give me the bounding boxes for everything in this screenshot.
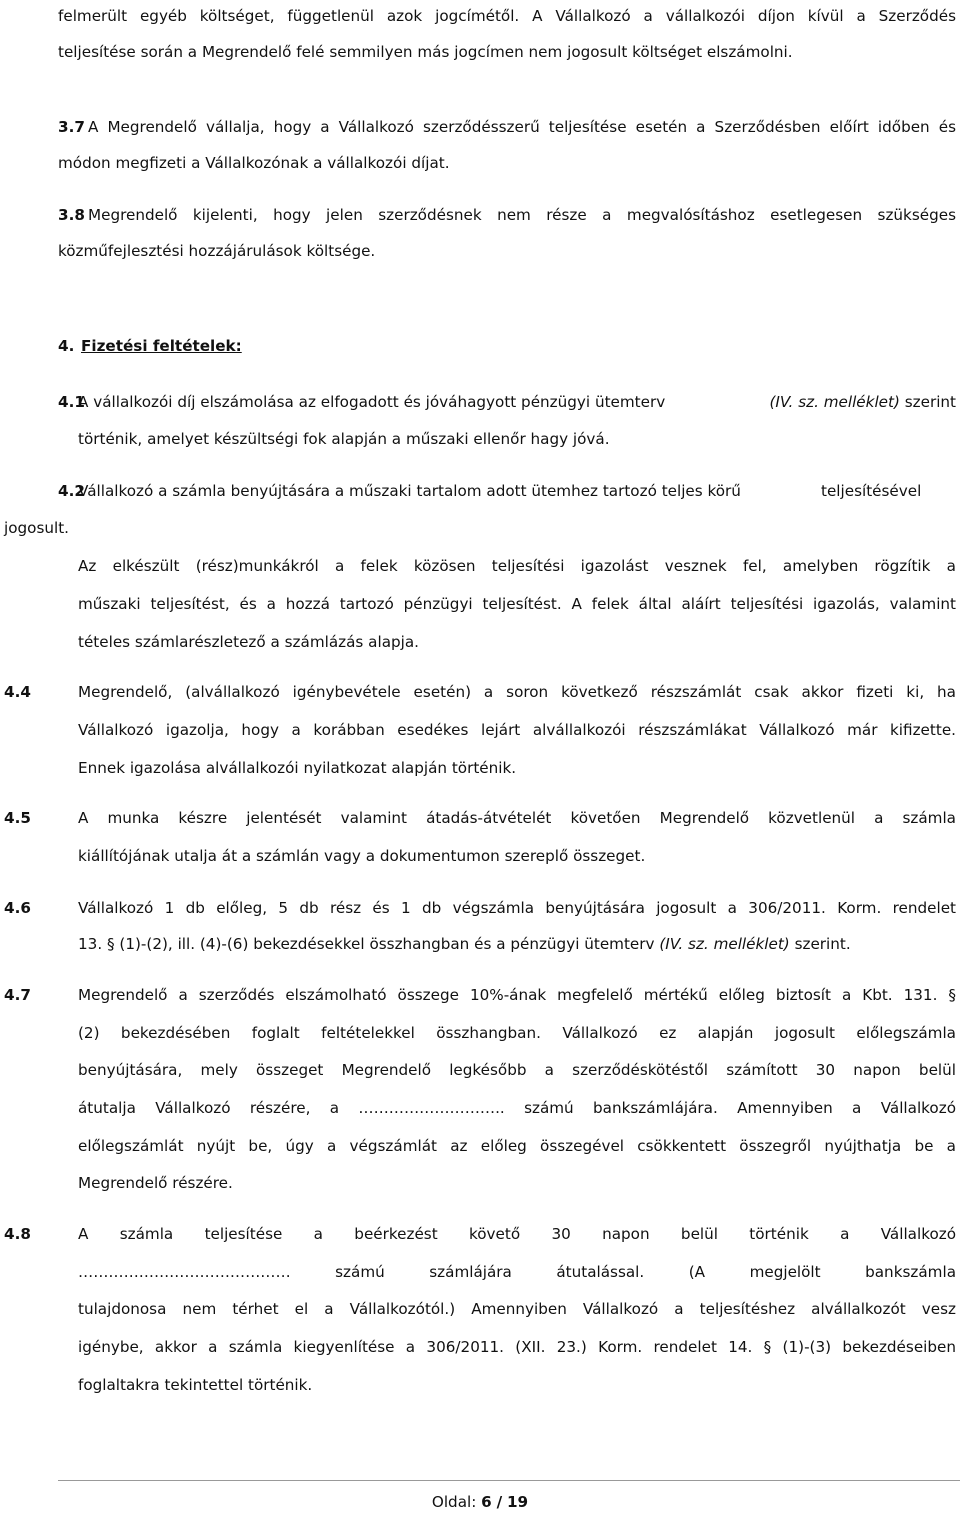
clause-line: tulajdonosa nem térhet el a Vállalkozótól.) Amennyiben Vállalkozó a teljesítéshez alvállalkozót vesz	[78, 1300, 956, 1318]
clause-line	[78, 392, 956, 412]
clause-number: 4.5	[4, 809, 31, 827]
clause-line: …………………………………… számú számlájára átutalással. (A megjelölt bankszámla	[78, 1263, 956, 1281]
footer-label: Oldal:	[431, 1493, 477, 1511]
section-title: Fizetési feltételek:	[81, 337, 242, 355]
clause-line: kiállítójának utalja át a számlán vagy a dokumentumon szereplő összeget.	[78, 847, 646, 865]
clause-line: előlegszámlát nyújt be, úgy a végszámlát az előleg összegével csökkentett összegről nyújthatja be a	[78, 1137, 956, 1155]
clause-number: 3.8	[58, 206, 85, 224]
clause-line-end: teljesítésével	[821, 482, 922, 500]
clause-text: szerint	[904, 393, 956, 411]
clause-line: A munka készre jelentését valamint átadás-átvételét követően Megrendelő közvetlenül a számla	[78, 809, 956, 827]
clause-number: 4.8	[4, 1225, 31, 1243]
clause-line: tételes számlarészletező a számlázás alapja.	[78, 633, 419, 651]
clause-line: (2) bekezdésében foglalt feltételekkel összhangban. Vállalkozó ez alapján jogosult előlegszámla	[78, 1024, 956, 1042]
clause-number: 4.6	[4, 899, 31, 917]
clause-text: 13. § (1)-(2), ill. (4)-(6) bekezdésekkel összhangban és a pénzügyi ütemterv	[78, 935, 655, 953]
clause-line: igénybe, akkor a számla kiegyenlítése a 306/2011. (XII. 23.) Korm. rendelet 14. § (1)-(3) bekezdéseiben	[78, 1338, 956, 1356]
page-footer	[0, 1492, 960, 1512]
clause-line: Megrendelő kijelenti, hogy jelen szerződésnek nem része a megvalósításhoz esetlegesen szükséges	[88, 206, 956, 224]
clause-text: szerint.	[794, 935, 851, 953]
page-separator: /	[496, 1493, 503, 1511]
clause-line: A számla teljesítése a beérkezést követő 30 napon belül történik a Vállalkozó	[78, 1225, 956, 1243]
clause-text: A vállalkozói díj elszámolása az elfogadott és jóváhagyott pénzügyi ütemterv	[78, 393, 666, 411]
clause-line: átutalja Vállalkozó részére, a ……………………….. számú bankszámlájára. Amennyiben a Vállalkozó	[78, 1099, 956, 1117]
clause-number: 4.2	[58, 482, 85, 500]
footer-divider	[58, 1480, 960, 1481]
clause-line: Az elkészült (rész)munkákról a felek közösen teljesítési igazolást vesznek fel, amelyben rögzítik a	[78, 557, 956, 575]
annex-reference: (IV. sz. melléklet)	[769, 393, 900, 411]
clause-line: Megrendelő részére.	[78, 1174, 233, 1192]
paragraph-line: teljesítése során a Megrendelő felé semmilyen más jogcímen nem jogosult költséget elszámolni.	[58, 43, 793, 61]
section-number: 4.	[58, 337, 75, 355]
clause-number: 3.7	[58, 118, 85, 136]
clause-line: Megrendelő, (alvállalkozó igénybevétele esetén) a soron következő részszámlát csak akkor fizeti ki, ha	[78, 683, 956, 701]
clause-line: Ennek igazolása alvállalkozói nyilatkozat alapján történik.	[78, 759, 517, 777]
annex-reference: (IV. sz. melléklet)	[659, 935, 790, 953]
clause-line: Vállalkozó a számla benyújtására a műszaki tartalom adott ütemhez tartozó teljes körű	[78, 482, 741, 500]
clause-line: benyújtására, mely összeget Megrendelő legkésőbb a szerződéskötéstől számított 30 napon belül	[78, 1061, 956, 1079]
clause-line: közműfejlesztési hozzájárulások költsége.	[58, 242, 376, 260]
clause-line: A Megrendelő vállalja, hogy a Vállalkozó szerződésszerű teljesítése esetén a Szerződésben előírt időben és	[88, 118, 956, 136]
clause-line: módon megfizeti a Vállalkozónak a vállalkozói díjat.	[58, 154, 450, 172]
section-heading	[58, 336, 242, 356]
clause-line: történik, amelyet készültségi fok alapján a műszaki ellenőr hagy jóvá.	[78, 430, 610, 448]
clause-line: műszaki teljesítést, és a hozzá tartozó pénzügyi teljesítést. A felek által aláírt teljesítési igazolás, valamint	[78, 595, 956, 613]
page-total: 19	[506, 1493, 529, 1511]
paragraph-line: felmerült egyéb költséget, függetlenül azok jogcímétől. A Vállalkozó a vállalkozói díjon kívül a Szerződés	[58, 7, 956, 25]
clause-number: 4.4	[4, 683, 31, 701]
clause-number: 4.7	[4, 986, 31, 1004]
clause-line: Megrendelő a szerződés elszámolható összege 10%-ának megfelelő mértékű előleg biztosít a Kbt. 131. §	[78, 986, 956, 1004]
clause-line: Vállalkozó igazolja, hogy a korábban esedékes lejárt alvállalkozói részszámlákat Vállalkozó már kifizette.	[78, 721, 956, 739]
clause-line	[78, 934, 851, 954]
clause-line: foglaltakra tekintettel történik.	[78, 1376, 313, 1394]
clause-line: Vállalkozó 1 db előleg, 5 db rész és 1 db végszámla benyújtására jogosult a 306/2011. Korm. rendelet	[78, 899, 956, 917]
page-number: 6	[481, 1493, 492, 1511]
clause-number: 4.1	[58, 393, 85, 411]
clause-line: jogosult.	[4, 519, 69, 537]
